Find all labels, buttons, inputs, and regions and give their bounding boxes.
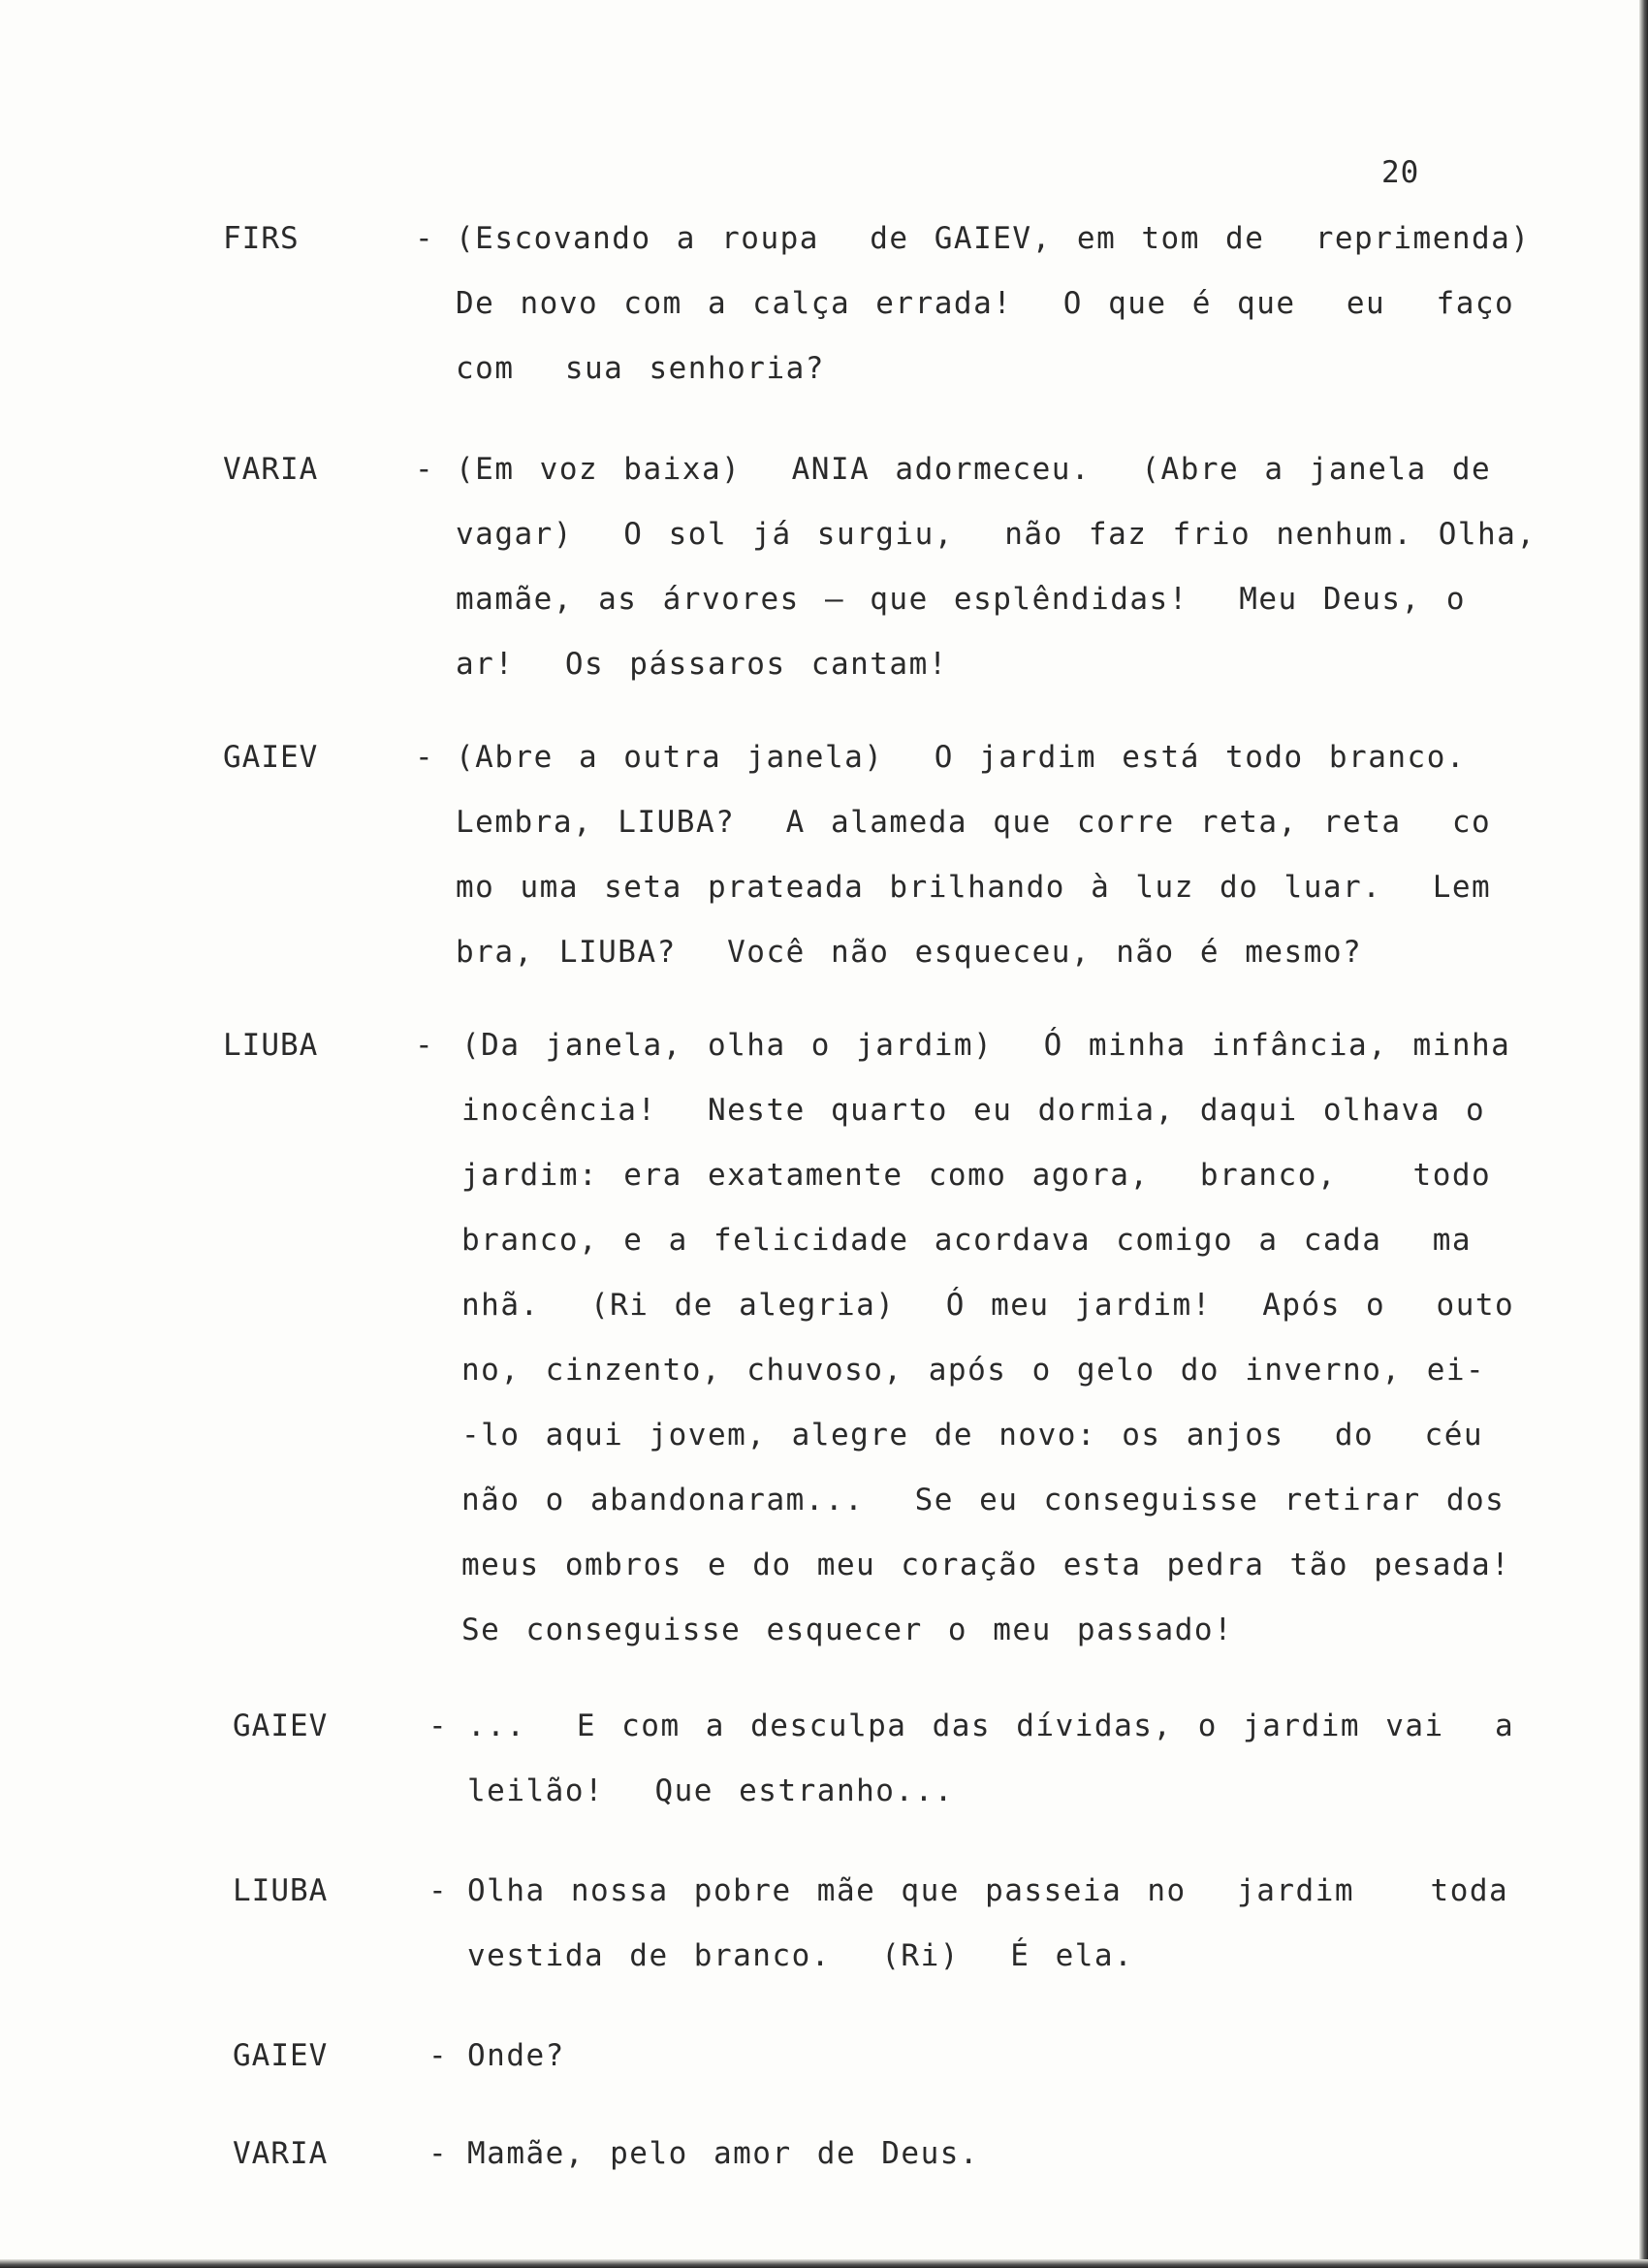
dialogue-line: De novo com a calça errada! O que é que eu faço (456, 286, 1515, 321)
dialogue-line: Mamãe, pelo amor de Deus. (467, 2136, 980, 2171)
speech-dash: - (428, 2038, 447, 2073)
page-number: 20 (1381, 155, 1420, 190)
dialogue-line: Onde? (467, 2038, 565, 2073)
dialogue-line: branco, e a felicidade acordava comigo a cada ma (461, 1223, 1473, 1258)
dialogue-text (467, 1873, 1509, 2003)
scan-edge-bottom (0, 2259, 1648, 2268)
dialogue-text (461, 1028, 1515, 1677)
scan-edge-right (1639, 0, 1648, 2268)
dialogue-line: ar! Os pássaros cantam! (456, 647, 948, 682)
speech-dash: - (428, 1873, 447, 1908)
dialogue-line: mo uma seta prateada brilhando à luz do luar. Lem (456, 870, 1492, 905)
dialogue-text (467, 2038, 1446, 2103)
dialogue-line: Lembra, LIUBA? A alameda que corre reta, reta co (456, 805, 1492, 840)
speech-dash: - (415, 221, 433, 256)
dialogue-line: (Em voz baixa) ANIA adormeceu. (Abre a janela de (456, 452, 1492, 487)
speech-dash: - (428, 2136, 447, 2171)
dialogue-line: no, cinzento, chuvoso, após o gelo do inverno, ei- (461, 1353, 1486, 1388)
speech-dash: - (415, 452, 433, 487)
speaker-name: GAIEV (233, 1709, 329, 1743)
dialogue-line: leilão! Que estranho... (467, 1773, 954, 1808)
speech-dash: - (415, 1028, 433, 1063)
speaker-name: VARIA (233, 2136, 329, 2171)
dialogue-line: (Da janela, olha o jardim) Ó minha infância, minha (461, 1028, 1511, 1063)
dialogue-line: inocência! Neste quarto eu dormia, daqui olhava o (461, 1093, 1486, 1128)
dialogue-text (467, 1709, 1515, 1838)
dialogue-line: (Abre a outra janela) O jardim está todo branco. (456, 740, 1467, 775)
dialogue-line: jardim: era exatamente como agora, branco, todo (461, 1158, 1492, 1193)
dialogue-text (467, 2136, 1446, 2201)
speaker-name: GAIEV (223, 740, 319, 775)
dialogue-text (456, 740, 1492, 1000)
dialogue-line: meus ombros e do meu coração esta pedra tão pesada! (461, 1548, 1511, 1582)
speech-dash: - (428, 1709, 447, 1743)
speaker-name: GAIEV (233, 2038, 329, 2073)
dialogue-line: ... E com a desculpa das dívidas, o jardim vai a (467, 1709, 1515, 1743)
speech-dash: - (415, 740, 433, 775)
speaker-name: LIUBA (233, 1873, 329, 1908)
speaker-name: FIRS (223, 221, 300, 256)
dialogue-line: não o abandonaram... Se eu conseguisse retirar dos (461, 1483, 1505, 1517)
dialogue-line: vestida de branco. (Ri) É ela. (467, 1938, 1134, 1973)
dialogue-text (456, 221, 1531, 416)
dialogue-line: -lo aqui jovem, alegre de novo: os anjos do céu (461, 1418, 1484, 1453)
speaker-name: LIUBA (223, 1028, 319, 1063)
dialogue-line: vagar) O sol já surgiu, não faz frio nenhum. Olha, (456, 517, 1537, 552)
dialogue-line: nhã. (Ri de alegria) Ó meu jardim! Após o outo (461, 1288, 1515, 1323)
dialogue-text (456, 452, 1537, 712)
speaker-name: VARIA (223, 452, 319, 487)
dialogue-line: Olha nossa pobre mãe que passeia no jardim toda (467, 1873, 1509, 1908)
dialogue-line: bra, LIUBA? Você não esqueceu, não é mesmo? (456, 935, 1363, 970)
dialogue-line: (Escovando a roupa de GAIEV, em tom de reprimenda) (456, 221, 1531, 256)
dialogue-line: Se conseguisse esquecer o meu passado! (461, 1613, 1234, 1647)
dialogue-line: com sua senhoria? (456, 351, 825, 386)
dialogue-line: mamãe, as árvores — que esplêndidas! Meu Deus, o (456, 582, 1467, 617)
